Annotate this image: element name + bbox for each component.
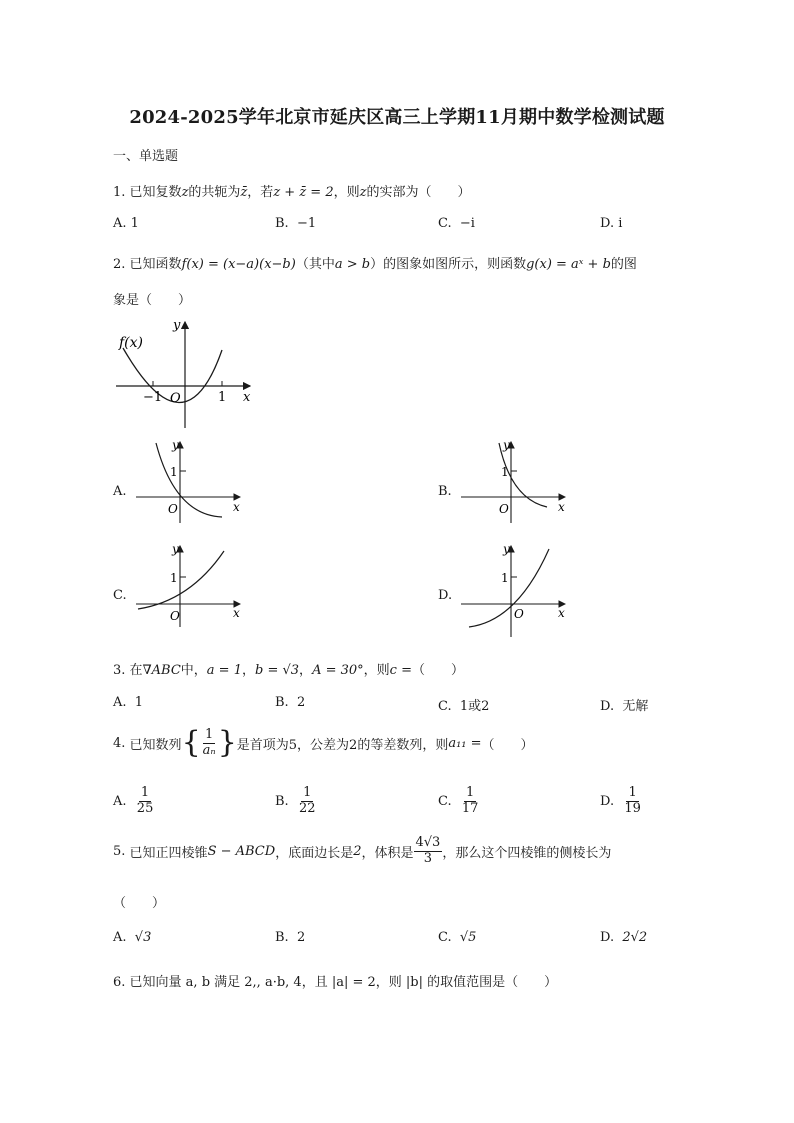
svg-text:y: y bbox=[503, 438, 510, 452]
question-4-stem: 4. 已知数列 { $\frac{1}{\text{aₙ}}$ } 是首项为5，公差为2的等差数列，则 a₁₁ = （ ） bbox=[113, 725, 534, 761]
q3-option-d: D. 无解 bbox=[600, 699, 649, 714]
q4-option-a: A. $\frac{1}{25}$ bbox=[113, 785, 154, 816]
q2-option-d-label: D. bbox=[438, 588, 453, 603]
svg-text:y: y bbox=[172, 438, 179, 452]
svg-text:1: 1 bbox=[170, 571, 178, 585]
question-3-stem: 3. 在∇ABC中，a = 1，b = √3，A = 30°，则c =（ ） bbox=[113, 663, 464, 678]
q5-option-a: A. √3 bbox=[113, 930, 152, 945]
q2-option-c-label: C. bbox=[113, 588, 127, 603]
question-2-stem-line2: 象是（ ） bbox=[113, 293, 192, 308]
svg-text:1: 1 bbox=[501, 571, 509, 585]
q1-option-d: D. i bbox=[600, 216, 623, 231]
svg-text:O: O bbox=[168, 502, 178, 516]
q1-option-c: C. −i bbox=[438, 216, 475, 231]
q4-option-b: B. $\frac{1}{22}$ bbox=[275, 785, 316, 816]
svg-text:O: O bbox=[499, 502, 509, 516]
question-1-stem: 1. 已知复数z的共轭为z̄，若z + z̄ = 2，则z的实部为（ ） bbox=[113, 185, 471, 200]
svg-text:1: 1 bbox=[501, 465, 509, 479]
svg-text:x: x bbox=[243, 390, 251, 405]
svg-text:f(x): f(x) bbox=[119, 335, 144, 351]
left-brace: { bbox=[181, 725, 201, 761]
q5-option-b: B. 2 bbox=[275, 930, 306, 945]
section-heading: 一、单选题 bbox=[113, 149, 179, 164]
svg-text:1: 1 bbox=[218, 390, 227, 405]
function-f-graph bbox=[110, 316, 260, 434]
question-6-stem: 6. 已知向量 a, b 满足 2,, a·b, 4，且 |a| = 2，则 |b| 的取值范围是（ ） bbox=[113, 975, 558, 990]
svg-text:x: x bbox=[233, 500, 240, 514]
svg-text:−1: −1 bbox=[143, 390, 163, 405]
q5-option-c: C. √5 bbox=[438, 930, 477, 945]
q2-option-d-graph bbox=[455, 541, 575, 641]
svg-text:y: y bbox=[172, 542, 179, 556]
svg-text:O: O bbox=[514, 607, 524, 621]
svg-text:O: O bbox=[170, 391, 181, 406]
question-5-stem: 5. 已知正四棱锥 S − ABCD ，底面边长是 2 ，体积是 $\frac{4√3}{3}$ ，那么这个四棱锥的侧棱长为 bbox=[113, 835, 612, 866]
svg-text:x: x bbox=[558, 606, 565, 620]
sequence-fraction: $\frac{1}{\text{aₙ}}$ bbox=[202, 727, 216, 758]
q4-option-d: D. $\frac{1}{19}$ bbox=[600, 785, 641, 816]
q2-option-a-graph bbox=[130, 437, 250, 527]
volume-fraction: $\frac{4√3}{3}$ bbox=[415, 835, 441, 866]
q1-option-a: A. 1 bbox=[113, 216, 139, 231]
q2-option-c-graph bbox=[130, 541, 250, 631]
right-brace: } bbox=[217, 725, 237, 761]
question-5-stem-line2: （ ） bbox=[113, 896, 166, 911]
curve-c bbox=[138, 551, 224, 609]
document-title: 2024-2025学年北京市延庆区高三上学期11月期中数学检测试题 bbox=[129, 107, 665, 128]
svg-text:O: O bbox=[170, 609, 180, 623]
q2-option-b-label: B. bbox=[438, 484, 452, 499]
q1-option-b: B. −1 bbox=[275, 216, 317, 231]
q2-option-b-graph bbox=[455, 437, 575, 527]
svg-text:x: x bbox=[233, 606, 240, 620]
svg-text:y: y bbox=[503, 542, 510, 556]
q5-option-d: D. 2√2 bbox=[600, 930, 648, 945]
curve-d bbox=[469, 549, 549, 627]
svg-text:x: x bbox=[558, 500, 565, 514]
curve-a bbox=[156, 443, 222, 517]
q3-option-c: C. 1或2 bbox=[438, 699, 490, 714]
svg-text:y: y bbox=[173, 318, 181, 333]
q4-option-c: C. $\frac{1}{17}$ bbox=[438, 785, 479, 816]
q2-option-a-label: A. bbox=[113, 484, 127, 499]
q3-option-a: A. 1 bbox=[113, 695, 144, 710]
q3-option-b: B. 2 bbox=[275, 695, 306, 710]
svg-text:1: 1 bbox=[170, 465, 178, 479]
question-2-stem: 2. 已知函数f(x) = (x−a)(x−b)（其中a > b）的图象如图所示，则函数g(x) = aˣ + b的图 bbox=[113, 257, 637, 272]
